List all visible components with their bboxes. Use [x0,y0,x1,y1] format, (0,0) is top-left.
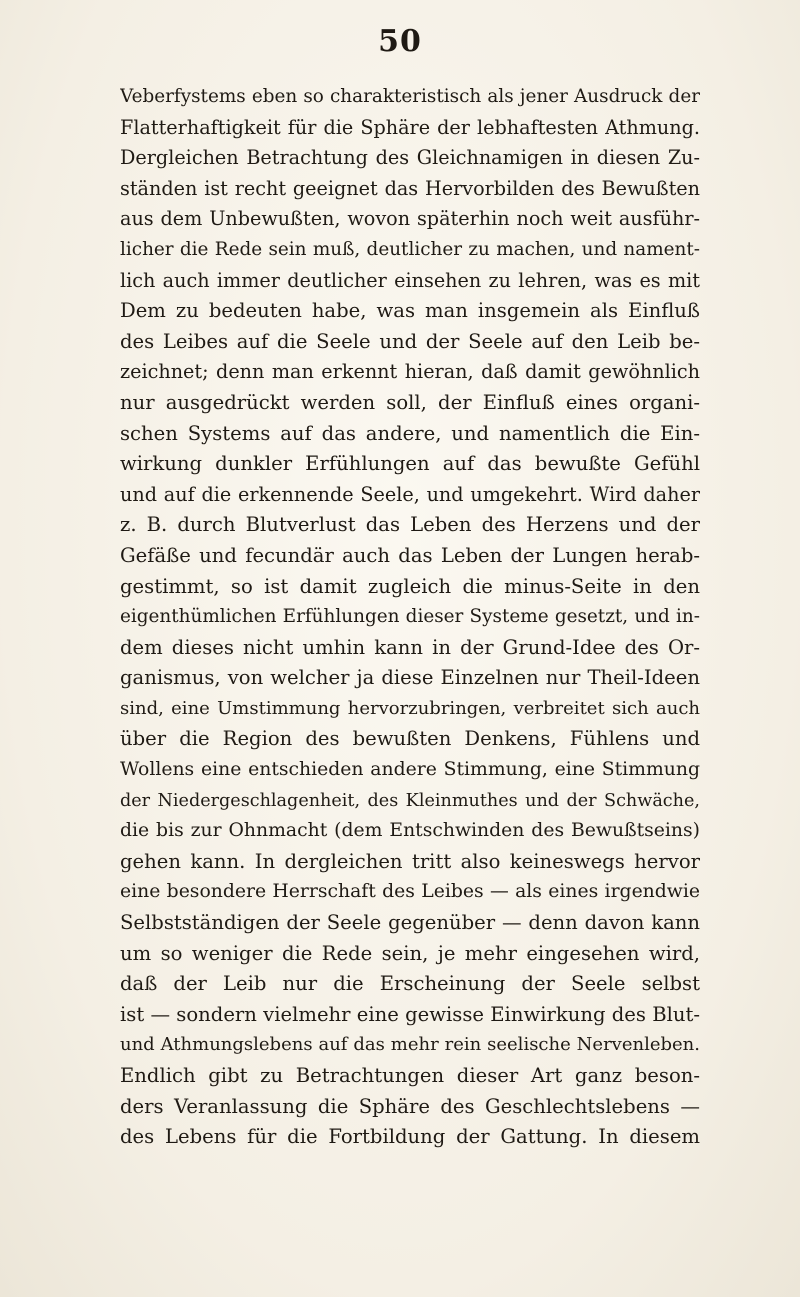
text-line: über die Region des bewußten Denkens, Fühlens und [120,727,700,751]
text-line: zeichnet; denn man erkennt hieran, daß damit gewöhnlich [120,360,700,384]
text-line: nur ausgedrückt werden soll, der Einfluß eines organi- [120,390,700,414]
text-line: dem dieses nicht umhin kann in der Grund-Idee des Or- [120,635,700,659]
text-line: ist — sondern vielmehr eine gewisse Einwirkung des Blut- [120,1002,700,1026]
text-line: gestimmt, so ist damit zugleich die minus-Seite in den [120,574,700,598]
body-text [120,82,700,1153]
text-line: der Niedergeschlagenheit, des Kleinmuthes und der Schwäche, [120,790,700,811]
text-line: um so weniger die Rede sein, je mehr eingesehen wird, [120,941,700,965]
text-line: die bis zur Ohnmacht (dem Entschwinden des Bewußtseins) [120,820,700,842]
text-line: gehen kann. In dergleichen tritt also keineswegs hervor [120,849,700,873]
text-line: und Athmungslebens auf das mehr rein seelische Nervenleben. [120,1034,700,1056]
text-line: schen Systems auf das andere, und namentlich die Ein- [120,421,700,445]
text-line: des Leibes auf die Seele und der Seele auf den Leib be- [120,329,700,353]
text-line: Selbstständigen der Seele gegenüber — denn davon kann [120,911,700,935]
text-line: und auf die erkennende Seele, und umgekehrt. Wird daher [120,482,700,506]
text-line: Flatterhaftigkeit für die Sphäre der lebhaftesten Athmung. [120,115,700,139]
text-line: lich auch immer deutlicher einsehen zu lehren, was es mit [120,268,700,292]
text-line: des Lebens für die Fortbildung der Gattung. In diesem [120,1125,700,1149]
text-line: ständen ist recht geeignet das Hervorbilden des Bewußten [120,176,700,200]
text-line: Wollens eine entschieden andere Stimmung, eine Stimmung [120,759,700,781]
text-line: aus dem Unbewußten, wovon späterhin noch weit ausführ- [120,207,700,231]
text-line: Dergleichen Betrachtung des Gleichnamigen in diesen Zu- [120,146,700,170]
text-line: ganismus, von welcher ja diese Einzelnen nur Theil-Ideen [120,666,700,690]
text-line: eine besondere Herrschaft des Leibes — als eines irgendwie [120,881,700,903]
text-line: Dem zu bedeuten habe, was man insgemein als Einfluß [120,299,700,323]
text-line: z. B. durch Blutverlust das Leben des Herzens und der [120,513,700,537]
text-line: wirkung dunkler Erfühlungen auf das bewußte Gefühl [120,452,700,476]
text-line: licher die Rede sein muß, deutlicher zu machen, und nament- [120,238,700,260]
text-line: Endlich gibt zu Betrachtungen dieser Art ganz beson- [120,1064,700,1087]
text-line: eigenthümlichen Erfühlungen dieser Systeme gesetzt, und in- [120,606,700,628]
text-line: daß der Leib nur die Erscheinung der Seele selbst [120,972,700,996]
text-line: ders Veranlassung die Sphäre des Geschlechtslebens — [120,1094,700,1118]
text-line: Gefäße und fecundär auch das Leben der Lungen herab- [120,543,700,567]
text-line: sind, eine Umstimmung hervorzubringen, verbreitet sich auch [120,697,700,719]
text-line: Veberfystems eben so charakteristisch als jener Ausdruck der [120,86,700,107]
page-number: 50 [378,24,422,59]
